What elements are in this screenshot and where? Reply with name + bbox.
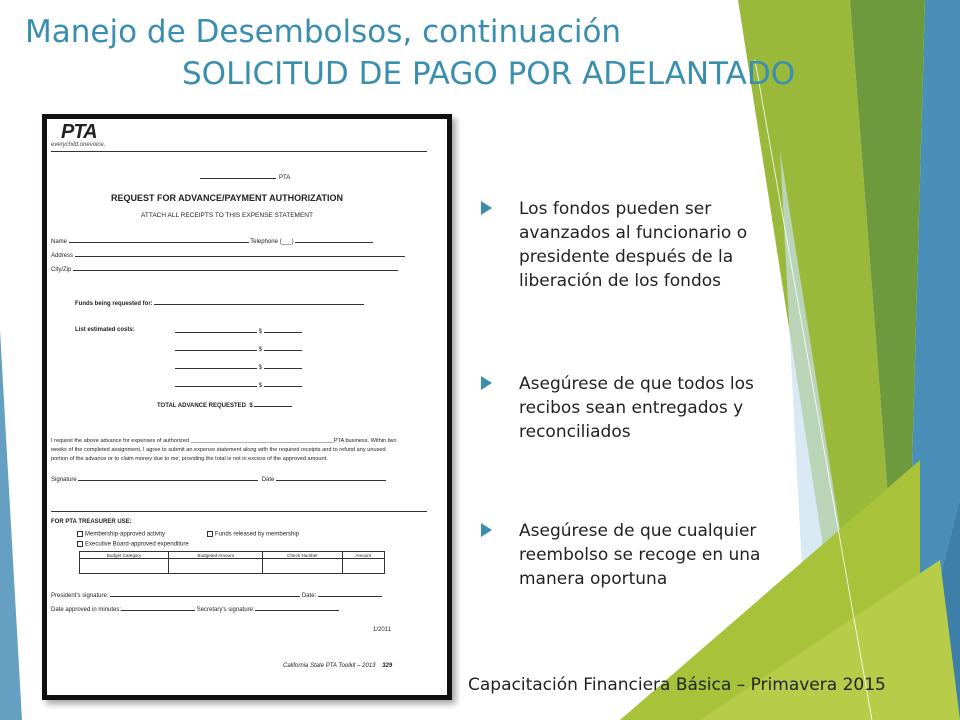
cost-line-1: $	[175, 327, 302, 335]
bullet-text: Los fondos pueden ser avanzados al funcionario o presidente después de la liberación de los fondos	[519, 199, 748, 291]
total-line: TOTAL ADVANCE REQUESTED $	[157, 401, 292, 409]
president-signature-field: President's signature: Date:	[51, 591, 382, 599]
authorization-paragraph: I request the above advance for expenses of authorized ______________________________________________PTA business. Within two weeks of the completed assignment, I agree to submit an expense statement along with the required receipts and to refund any unused portion of the advance or to claim money due to me, providing the total is not in excess of the approved amount.	[51, 438, 397, 462]
slide-title-line1: Manejo de Desembolsos, continuación	[25, 14, 622, 50]
slide-title-line2: SOLICITUD DE PAGO POR ADELANTADO	[182, 56, 796, 92]
treasurer-label: FOR PTA TREASURER USE:	[51, 519, 132, 525]
cost-line-3: $	[175, 363, 302, 371]
form-document-image	[42, 114, 452, 700]
header-rule	[51, 151, 427, 152]
table-header: Check Number	[263, 552, 342, 559]
bullet-text: Asegúrese de que todos los recibos sean entregados y reconciliados	[519, 374, 754, 442]
costs-label: List estimated costs:	[75, 327, 135, 333]
table-header: Budgeted Amount	[169, 552, 263, 559]
table-header: Budget Category	[80, 552, 169, 559]
cost-line-2: $	[175, 345, 302, 353]
pta-logo: PTA	[61, 121, 97, 143]
address-field: Address	[51, 251, 405, 259]
check-executive-board: Executive Board-approved expenditure	[77, 541, 189, 548]
toolkit-footer: California State PTA Toolkit – 2013 329	[283, 663, 393, 669]
arrow-bullet-icon	[481, 376, 492, 390]
name-field: Name Telephone (___)	[51, 237, 373, 245]
minutes-field: Date approved in minutes: Secretary's signature:	[51, 605, 339, 613]
treasurer-rule	[51, 511, 427, 512]
form-subtitle: ATTACH ALL RECEIPTS TO THIS EXPENSE STATEMENT	[141, 212, 313, 219]
city-field: City/Zip	[51, 265, 398, 273]
slide-footer: Capacitación Financiera Básica – Primavera 2015	[468, 675, 886, 695]
revision-date: 1/2011	[373, 627, 391, 633]
signature-field: Signature Date	[51, 475, 386, 483]
check-funds-released: Funds released by membership	[207, 531, 299, 538]
arrow-bullet-icon	[481, 201, 492, 215]
form-title: REQUEST FOR ADVANCE/PAYMENT AUTHORIZATION	[110, 193, 343, 203]
budget-table	[79, 551, 385, 574]
check-membership: Membership-approved activity	[77, 531, 165, 538]
pta-unit-line: PTA	[200, 175, 290, 181]
pta-tagline: everychild.onevoice.	[51, 142, 106, 148]
cost-line-4: $	[175, 381, 302, 389]
bullet-text: Asegúrese de que cualquier reembolso se recoge en una manera oportuna	[519, 521, 761, 589]
table-header: Amount	[342, 552, 384, 559]
funds-field: Funds being requested for:	[75, 299, 364, 307]
arrow-bullet-icon	[481, 523, 492, 537]
